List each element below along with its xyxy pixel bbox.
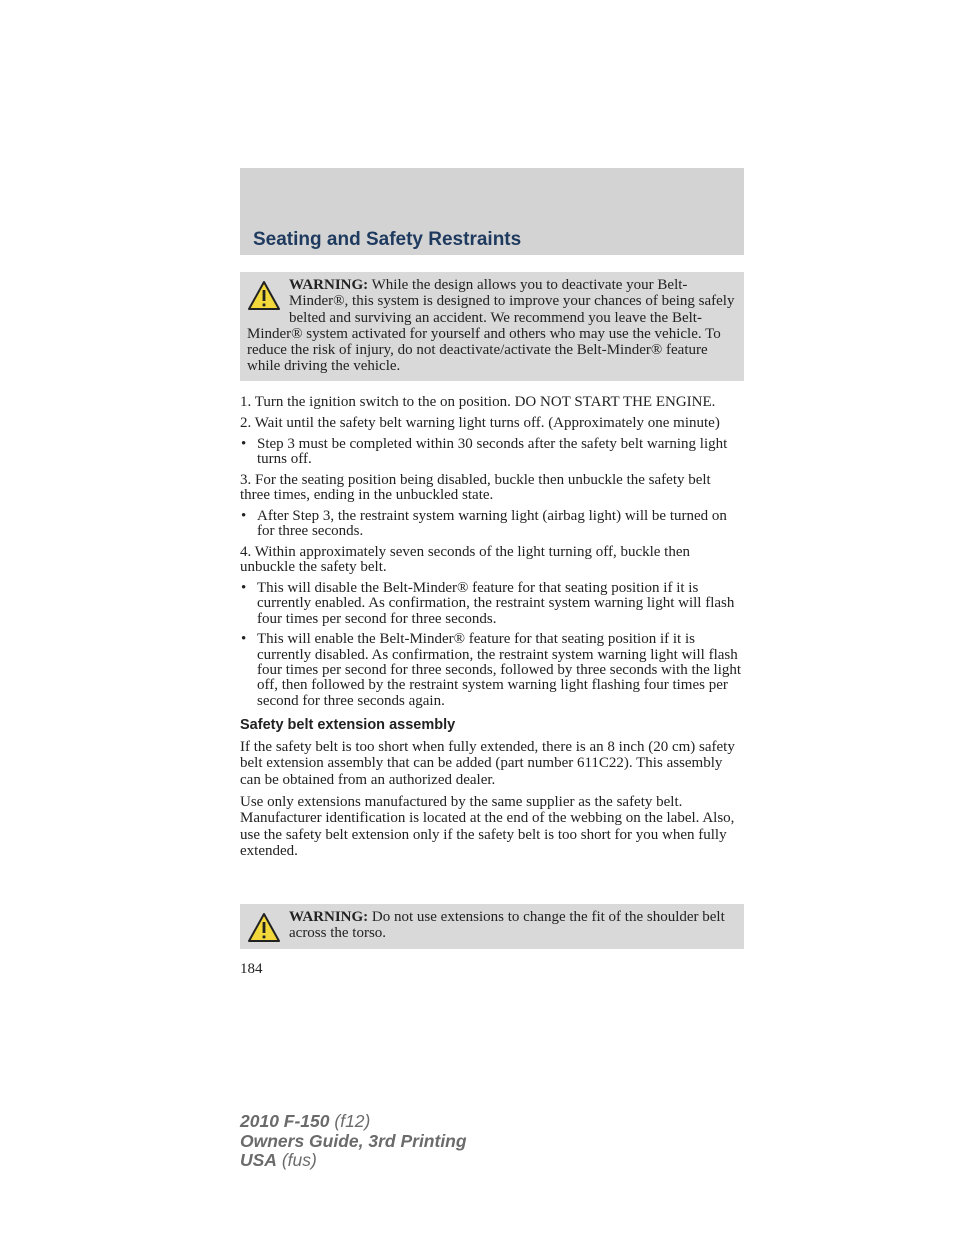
step-4: 4. Within approximately seven seconds of the light turning off, buckle then unbuckle the safety belt. bbox=[240, 543, 690, 576]
footer-model: 2010 F-150 bbox=[240, 1111, 330, 1131]
warning-label: WARNING: bbox=[289, 277, 369, 293]
bullet-marker: • bbox=[241, 579, 247, 596]
footer-edition: Owners Guide, 3rd Printing bbox=[240, 1130, 467, 1151]
footer-market-code: (fus) bbox=[276, 1150, 317, 1170]
bullet-marker: • bbox=[241, 631, 247, 648]
footer-line-model bbox=[240, 1112, 467, 1132]
section-title: Seating and Safety Restraints bbox=[253, 229, 522, 250]
bullet-marker: • bbox=[241, 507, 247, 524]
bullet-text: Step 3 must be completed within 30 seconds after the safety belt warning light turns off. bbox=[257, 435, 728, 467]
step-3: 3. For the seating position being disabled, buckle then unbuckle the safety belt three times, ending in the unbuckled state. bbox=[240, 471, 711, 503]
warning-triangle-icon bbox=[247, 279, 281, 313]
list-item bbox=[240, 437, 744, 468]
footer-market: USA bbox=[240, 1150, 277, 1170]
bullet-text: After Step 3, the restraint system warning light (airbag light) will be turned on for three seconds. bbox=[257, 507, 727, 540]
extension-heading: Safety belt extension assembly bbox=[240, 716, 456, 733]
warning-box-belt-minder bbox=[240, 272, 744, 381]
warning-label: WARNING: bbox=[289, 909, 369, 925]
section-header-band bbox=[240, 168, 744, 255]
step-1: 1. Turn the ignition switch to the on position. DO NOT START THE ENGINE. bbox=[240, 394, 716, 410]
list-item bbox=[240, 509, 744, 540]
footer-model-code: (f12) bbox=[329, 1111, 371, 1131]
document-footer bbox=[240, 1112, 467, 1171]
footer-line-market bbox=[240, 1151, 467, 1171]
warning-text: While the design allows you to deactivate your Belt-Minder®, this system is designed to improve your chances of being safely belted and surviving an accident. We recommend you leave the Belt-Minder® system activated for yourself and others who may use the vehicle. To reduce the risk of injury, do not deactivate/activate the Belt-Minder® feature while driving the vehicle. bbox=[247, 277, 735, 375]
bullet-text: This will disable the Belt-Minder® feature for that seating position if it is currently enabled. As confirmation, the restraint system warning light will flash four times per second for three seconds. bbox=[257, 579, 735, 627]
bullet-marker: • bbox=[241, 435, 247, 452]
warning-triangle-icon bbox=[247, 911, 281, 945]
page-number: 184 bbox=[240, 961, 263, 977]
extension-paragraph-1: If the safety belt is too short when fully extended, there is an 8 inch (20 cm) safety belt extension assembly that can be added (part number 611C22). This assembly can be obtained from an authorized dealer. bbox=[240, 739, 735, 788]
bullet-text: This will enable the Belt-Minder® feature for that seating position if it is currently disabled. As confirmation, the restraint system warning light will flash four times per second for three seconds, followed by three seconds with the light off, then followed by the restraint system warning light flashing four times per second for three seconds again. bbox=[257, 631, 742, 709]
instructions-body bbox=[240, 395, 744, 865]
step-2: 2. Wait until the safety belt warning light turns off. (Approximately one minute) bbox=[240, 414, 720, 431]
list-item bbox=[240, 581, 744, 627]
extension-paragraph-2: Use only extensions manufactured by the same supplier as the safety belt. Manufacturer identification is located at the end of the webbing on the label. Also, use the safety belt extension only if the safety belt is too short for you when fully extended. bbox=[240, 794, 735, 859]
list-item bbox=[240, 632, 744, 708]
warning-text: Do not use extensions to change the fit of the shoulder belt across the torso. bbox=[289, 909, 725, 942]
warning-box-extensions bbox=[240, 904, 744, 949]
